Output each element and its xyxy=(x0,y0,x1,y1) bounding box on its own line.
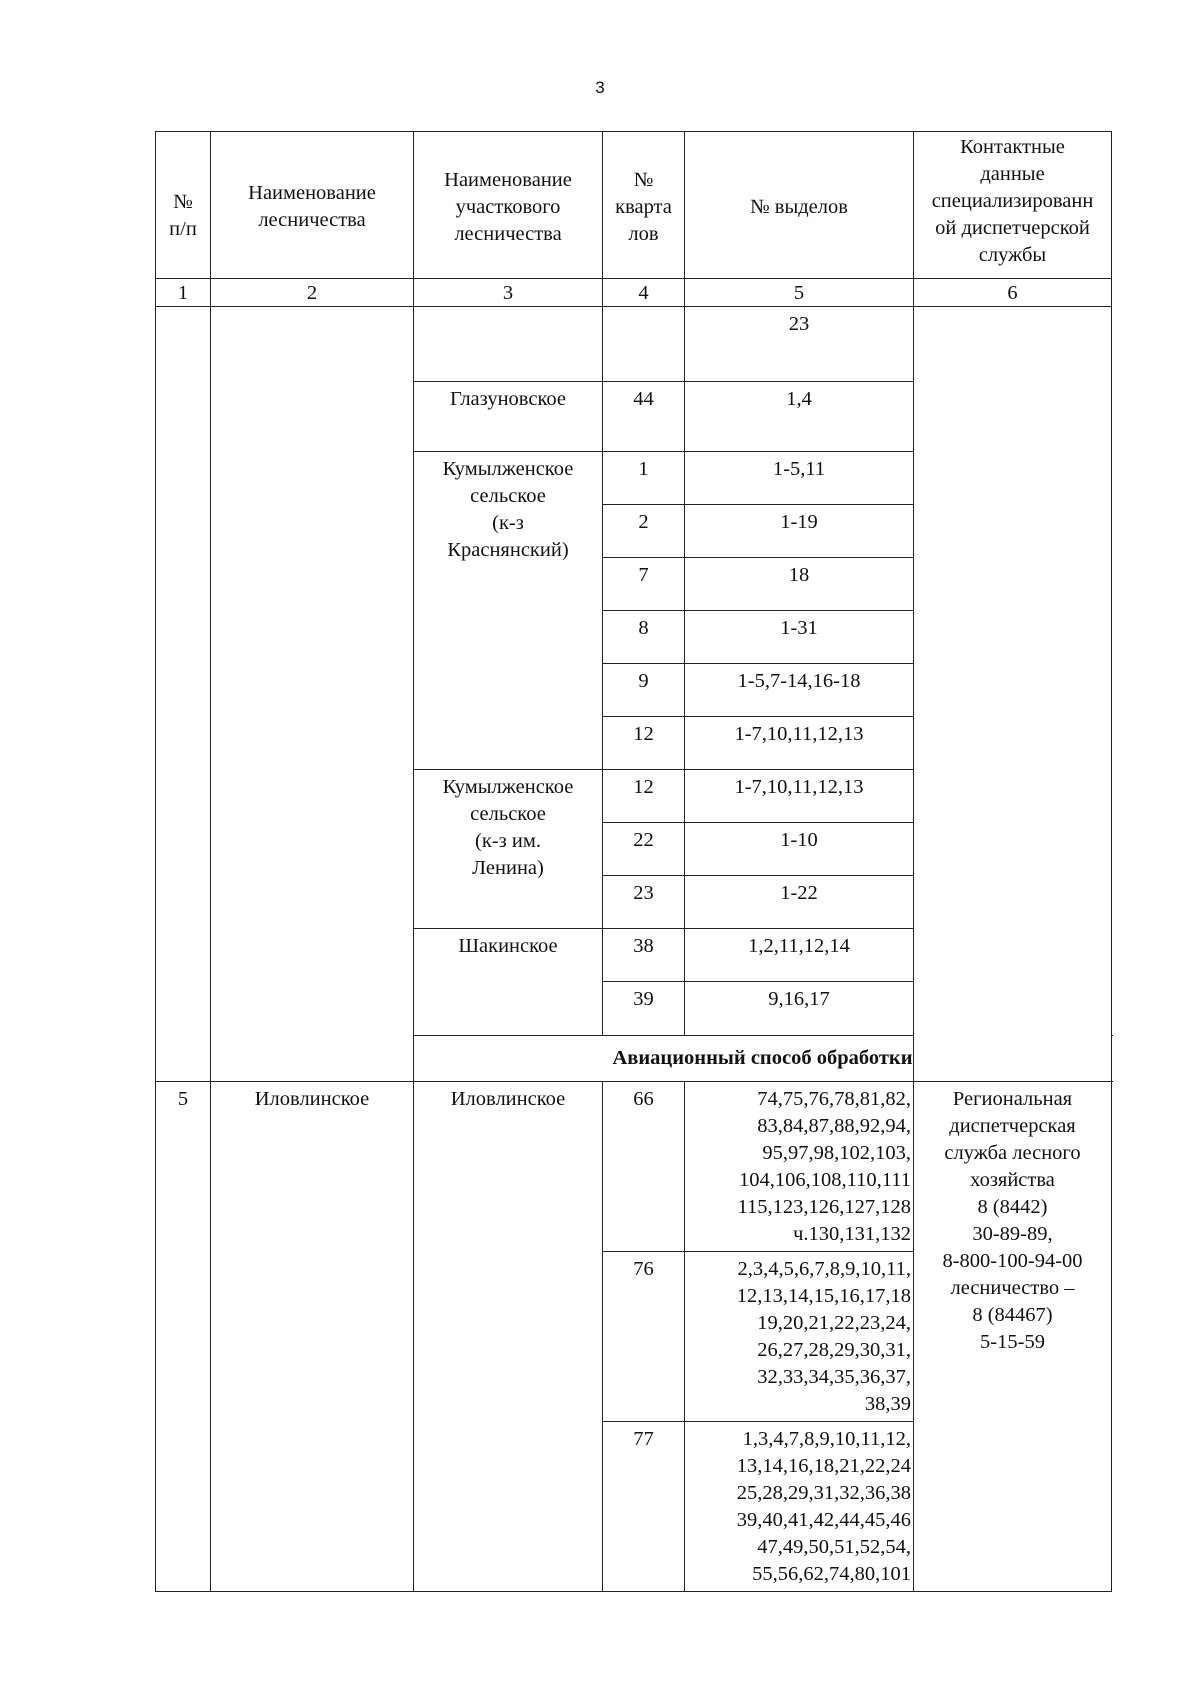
quarter-cell: 77 xyxy=(603,1422,685,1592)
allotments-cell: 1,4 xyxy=(685,382,914,452)
allotments-cell: 2,3,4,5,6,7,8,9,10,11, 12,13,14,15,16,17,18 19,20,21,22,23,24, 26,27,28,29,30,31, 32,33,34,35,36,37, 38,39 xyxy=(685,1252,914,1422)
quarter-cell: 39 xyxy=(603,982,685,1036)
col-num-6: 6 xyxy=(914,279,1112,307)
section-title: Авиационный способ обработки xyxy=(414,1036,1112,1082)
district-name: Глазуновское xyxy=(414,382,603,452)
allotments-cell: 1,2,11,12,14 xyxy=(685,929,914,982)
table-row xyxy=(156,307,1112,382)
district-cell-empty xyxy=(414,307,603,382)
quarter-cell: 22 xyxy=(603,823,685,876)
quarter-cell: 12 xyxy=(603,770,685,823)
header-contacts: Контактные данные специализированн ой диспетчерской службы xyxy=(914,132,1112,279)
quarter-cell: 44 xyxy=(603,382,685,452)
num-cell: 5 xyxy=(156,1082,211,1592)
quarter-cell: 9 xyxy=(603,664,685,717)
allotments-cell: 1-7,10,11,12,13 xyxy=(685,770,914,823)
header-quarter: № кварта лов xyxy=(603,132,685,279)
header-allotments: № выделов xyxy=(685,132,914,279)
header-forestry: Наименование лесничества xyxy=(211,132,414,279)
header-row xyxy=(156,132,1112,279)
quarter-cell: 76 xyxy=(603,1252,685,1422)
district-name: Шакинское xyxy=(414,929,603,1036)
allotments-cell: 1-22 xyxy=(685,876,914,929)
allotments-cell: 18 xyxy=(685,558,914,611)
allotments-cell: 1-5,7-14,16-18 xyxy=(685,664,914,717)
allotments-cell: 23 xyxy=(685,307,914,382)
quarter-cell: 12 xyxy=(603,717,685,770)
col-num-1: 1 xyxy=(156,279,211,307)
contacts-cell-empty xyxy=(914,307,1112,1082)
quarter-cell: 2 xyxy=(603,505,685,558)
allotments-cell: 1-31 xyxy=(685,611,914,664)
quarter-cell: 66 xyxy=(603,1082,685,1252)
district-name: Иловлинское xyxy=(414,1082,603,1592)
column-number-row xyxy=(156,279,1112,307)
allotments-cell: 1-7,10,11,12,13 xyxy=(685,717,914,770)
allotments-cell: 9,16,17 xyxy=(685,982,914,1036)
page-number: 3 xyxy=(595,78,605,97)
header-num: № п/п xyxy=(156,132,211,279)
col-num-2: 2 xyxy=(211,279,414,307)
allotments-cell: 1,3,4,7,8,9,10,11,12, 13,14,16,18,21,22,24 25,28,29,31,32,36,38 39,40,41,42,44,45,46 47,49,50,51,52,54, 55,56,62,74,80,101 xyxy=(685,1422,914,1592)
col-num-4: 4 xyxy=(603,279,685,307)
forestry-cell-empty xyxy=(211,307,414,1082)
table-row xyxy=(156,1082,1112,1252)
quarter-cell-empty xyxy=(603,307,685,382)
header-district: Наименование участкового лесничества xyxy=(414,132,603,279)
district-name: Кумылженское сельское (к-з Краснянский) xyxy=(414,452,603,770)
allotments-cell: 1-10 xyxy=(685,823,914,876)
district-name: Кумылженское сельское (к-з им. Ленина) xyxy=(414,770,603,929)
contacts-cell: Региональная диспетчерская служба лесного хозяйства 8 (8442) 30-89-89, 8-800-100-94-00 лесничество – 8 (84467) 5-15-59 xyxy=(914,1082,1112,1592)
col-num-5: 5 xyxy=(685,279,914,307)
quarter-cell: 7 xyxy=(603,558,685,611)
num-cell-empty xyxy=(156,307,211,1082)
quarter-cell: 1 xyxy=(603,452,685,505)
forestry-name: Иловлинское xyxy=(211,1082,414,1592)
quarter-cell: 23 xyxy=(603,876,685,929)
allotments-cell: 1-5,11 xyxy=(685,452,914,505)
quarter-cell: 8 xyxy=(603,611,685,664)
allotments-cell: 74,75,76,78,81,82, 83,84,87,88,92,94, 95,97,98,102,103, 104,106,108,110,111 115,123,126,127,128 ч.130,131,132 xyxy=(685,1082,914,1252)
allotments-cell: 1-19 xyxy=(685,505,914,558)
forestry-table xyxy=(155,131,1112,1592)
col-num-3: 3 xyxy=(414,279,603,307)
quarter-cell: 38 xyxy=(603,929,685,982)
